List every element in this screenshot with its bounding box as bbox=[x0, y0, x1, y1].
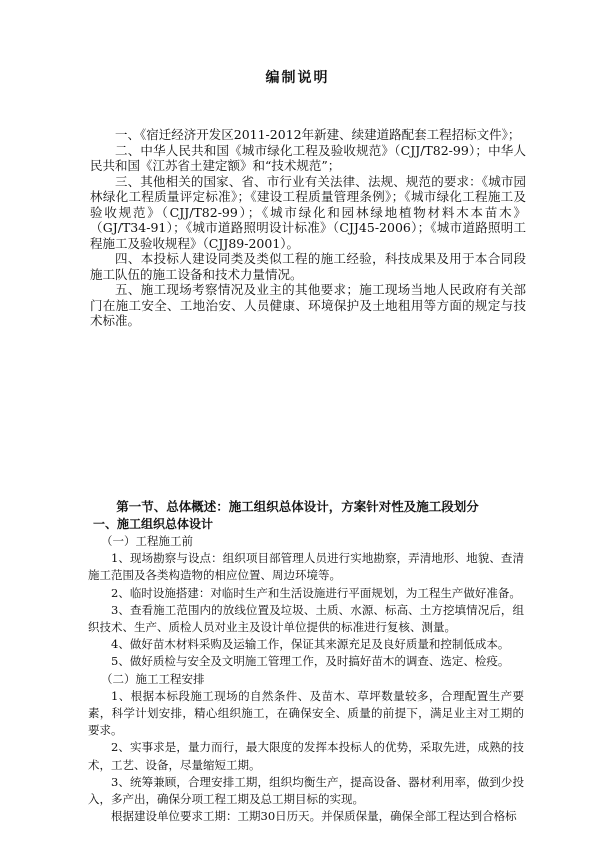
intro-paragraph: 一、《宿迁经济开发区2011-2012年新建、续建道路配套工程招标文件》； bbox=[115, 127, 521, 142]
intro-paragraph: 三、其他相关的国家、省、市行业有关法律、法规、规范的要求：《城市园林绿化工程质量评定标准》；《建设工程质量管理条例》；《城市绿化工程施工及验收规范》（CJJ/T82-99）；《城市绿化和园林绿地植物材料木本苗木》（GJ/T34-91）；《城市道路照明设计标准》（CJJ45-2006）；《城市道路照明工程施工及验收规程》（CJJ89-2001）。 bbox=[90, 173, 526, 251]
list-item: 1、现场勘察与设点：组织项目部管理人员进行实地勘察，弄清地形、地貌、查清施工范围及各类构造物的相应位置、周边环境等。 bbox=[88, 551, 524, 583]
list-item: 根据建设单位要求工期：工期30日历天。并保质保量，确保全部工程达到合格标 bbox=[111, 809, 517, 824]
part-title: （一）工程施工前 bbox=[101, 534, 193, 548]
list-item: 1、根据本标段施工现场的自然条件、及苗木、草坪数量较多，合理配置生产要素，科学计划安排，精心组织施工，在确保安全、质量的前提下，满足业主对工期的要求。 bbox=[88, 688, 524, 738]
intro-paragraphs bbox=[90, 127, 526, 329]
list-item: 2、临时设施搭建：对临时生产和生活设施进行平面规划，为工程生产做好准备。 bbox=[111, 585, 521, 600]
list-item: 3、统筹兼顾，合理安排工期，组织均衡生产，提高设备、器材利用率，做到少投入，多产出，确保分项工程工期及总工期目标的实现。 bbox=[88, 774, 524, 807]
list-item: 4、做好苗木材料采购及运输工作，保证其来源充足及良好质量和控制低成本。 bbox=[111, 637, 510, 652]
part-title: （二）施工工程安排 bbox=[101, 671, 205, 686]
section-body bbox=[88, 533, 524, 825]
intro-paragraph: 二、中华人民共和国《城市绿化工程及验收规范》（CJJ/T82-99）；中华人民共和国《江苏省土建定额》和“技术规范”； bbox=[90, 142, 526, 173]
list-item: 3、查看施工范围内的放线位置及垃圾、土质、水源、标高、土方挖填情况后，组织技术、生产、质检人员对业主及设计单位提供的标准进行复核、测量。 bbox=[88, 602, 524, 635]
intro-paragraph: 四、本投标人建设同类及类似工程的施工经验，科技成果及用于本合同段施工队伍的施工设备和技术力量情况。 bbox=[90, 251, 526, 282]
section-heading: 第一节、总体概述：施工组织总体设计，方案针对性及施工段划分 bbox=[116, 499, 479, 514]
page-title: 编制说明 bbox=[265, 70, 330, 86]
list-item: 5、做好质检与安全及文明施工管理工作，及时搞好苗木的调查、选定、检疫。 bbox=[111, 654, 510, 669]
list-item: 2、实事求是，量力而行，最大限度的发挥本投标人的优势，采取先进，成熟的技术，工艺、设备，尽量缩短工期。 bbox=[88, 740, 524, 772]
intro-paragraph: 五、施工现场考察情况及业主的其他要求；施工现场当地人民政府有关部门在施工安全、工地治安、人员健康、环境保护及土地租用等方面的规定与技术标准。 bbox=[90, 282, 526, 328]
sub-heading: 一、施工组织总体设计 bbox=[93, 517, 214, 531]
